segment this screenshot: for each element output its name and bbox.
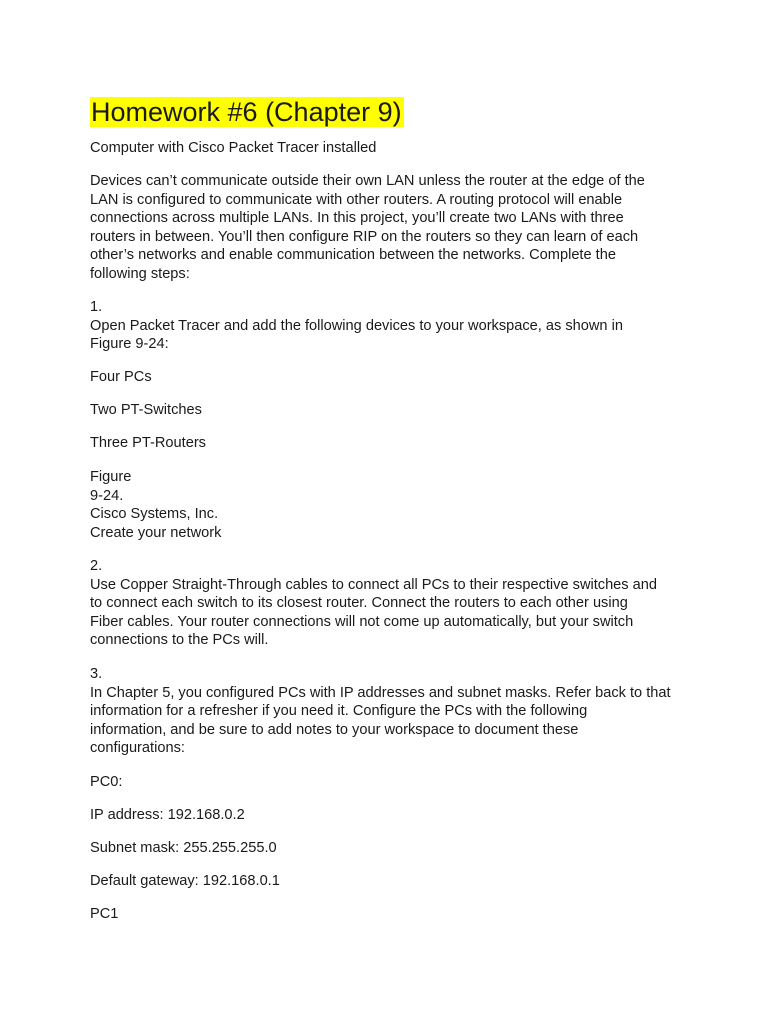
figure-caption: Figure 9-24. Cisco Systems, Inc. Create your network [90, 469, 222, 541]
pc1-heading: PC1 [90, 906, 119, 922]
list-item-pcs: Four PCs [90, 369, 152, 385]
document-title [90, 94, 404, 130]
pc0-subnet-mask: Subnet mask: 255.255.255.0 [90, 840, 277, 856]
step-2-paragraph: 2. Use Copper Straight-Through cables to connect all PCs to their respective switches and to connect each switch to its closest router. Connect the routers to each other using Fiber cables. Your router connections will not come up automatically, but your switch connections to the PCs will. [90, 558, 658, 649]
step-1-paragraph: 1. Open Packet Tracer and add the following devices to your workspace, as shown in Figure 9-24: [90, 299, 623, 353]
list-item-routers: Three PT-Routers [90, 435, 206, 451]
title-highlight: Homework #6 (Chapter 9) [91, 97, 402, 127]
pc0-heading: PC0: [90, 774, 123, 790]
intro-paragraph: Devices can’t communicate outside their own LAN unless the router at the edge of the LAN is configured to communicate with other routers. A routing protocol will enable connections across multiple LANs. In this project, you’ll create two LANs with three routers in between. You’ll then configure RIP on the routers so they can learn of each other’s networks and enable communication between the networks. Complete the following steps: [90, 173, 645, 282]
step-3-paragraph: 3. In Chapter 5, you configured PCs with IP addresses and subnet masks. Refer back to that information for a refresher if you need it. Configure the PCs with the following information, and be sure to add notes to your workspace to document these configurations: [90, 666, 671, 757]
pc0-default-gateway: Default gateway: 192.168.0.1 [90, 873, 280, 889]
list-item-switches: Two PT-Switches [90, 402, 202, 418]
requirements-paragraph: Computer with Cisco Packet Tracer installed [90, 140, 377, 156]
pc0-ip-address: IP address: 192.168.0.2 [90, 807, 245, 823]
